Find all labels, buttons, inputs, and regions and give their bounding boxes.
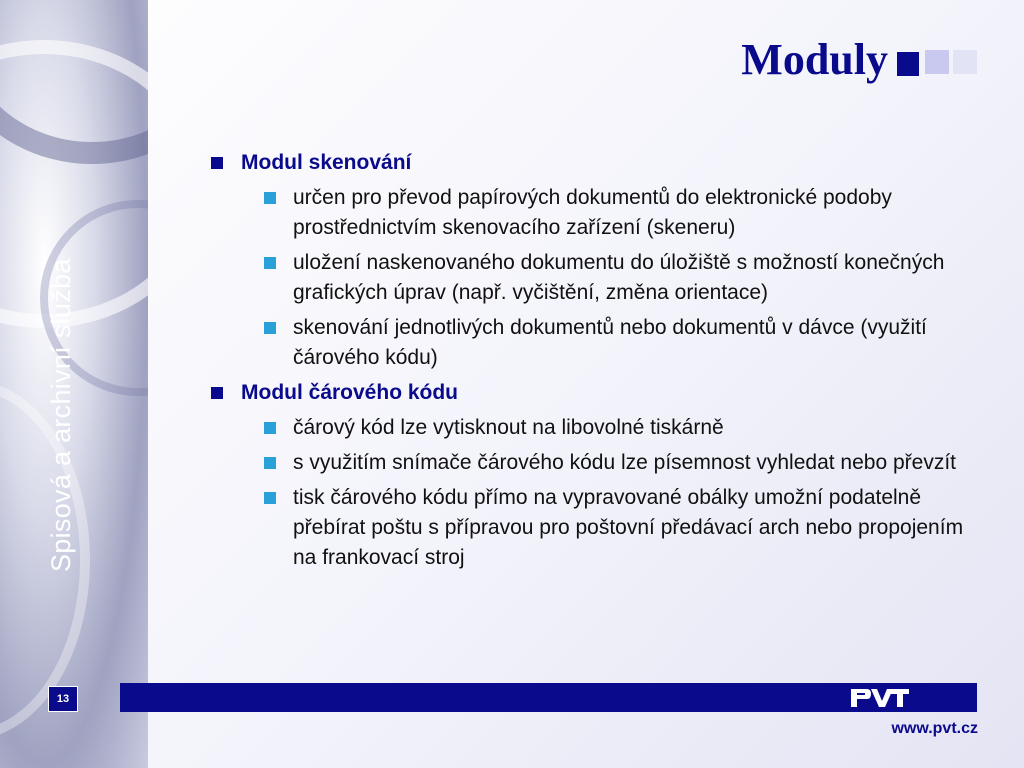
bullet-item: tisk čárového kódu přímo na vypravované obálky umožní podatelně přebírat poštu s přípravou pro poštovní předávací arch nebo propojením na frankovací stroj (210, 483, 980, 573)
title-square-icon (897, 52, 919, 76)
title-square-icon (953, 50, 977, 74)
website-link[interactable]: www.pvt.cz (891, 720, 978, 737)
square-bullet-icon (211, 157, 223, 169)
bullet-item: určen pro převod papírových dokumentů do elektronické podoby prostřednictvím skenovacího zařízení (skeneru) (210, 183, 980, 243)
square-bullet-icon (264, 257, 276, 269)
bullet-item: uložení naskenovaného dokumentu do úložiště s možností konečných grafických úprav (např. vyčištění, změna orientace) (210, 248, 980, 308)
pvt-logo (849, 685, 911, 709)
bullet-heading: Modul čárového kódu (210, 378, 980, 408)
bullet-item: čárový kód lze vytisknout na libovolné tiskárně (210, 413, 980, 443)
square-bullet-icon (264, 192, 276, 204)
square-bullet-icon (264, 457, 276, 469)
square-bullet-icon (211, 387, 223, 399)
slide-content (210, 148, 980, 578)
bullet-item: s využitím snímače čárového kódu lze písemnost vyhledat nebo převzít (210, 448, 980, 478)
side-title: Spisová a archivní služba (46, 258, 76, 572)
bullet-item: skenování jednotlivých dokumentů nebo dokumentů v dávce (využití čárového kódu) (210, 313, 980, 373)
square-bullet-icon (264, 422, 276, 434)
slide-title: Moduly (741, 35, 888, 84)
square-bullet-icon (264, 322, 276, 334)
square-bullet-icon (264, 492, 276, 504)
title-square-icon (925, 50, 949, 74)
page-number: 13 (48, 686, 78, 712)
bullet-heading: Modul skenování (210, 148, 980, 178)
